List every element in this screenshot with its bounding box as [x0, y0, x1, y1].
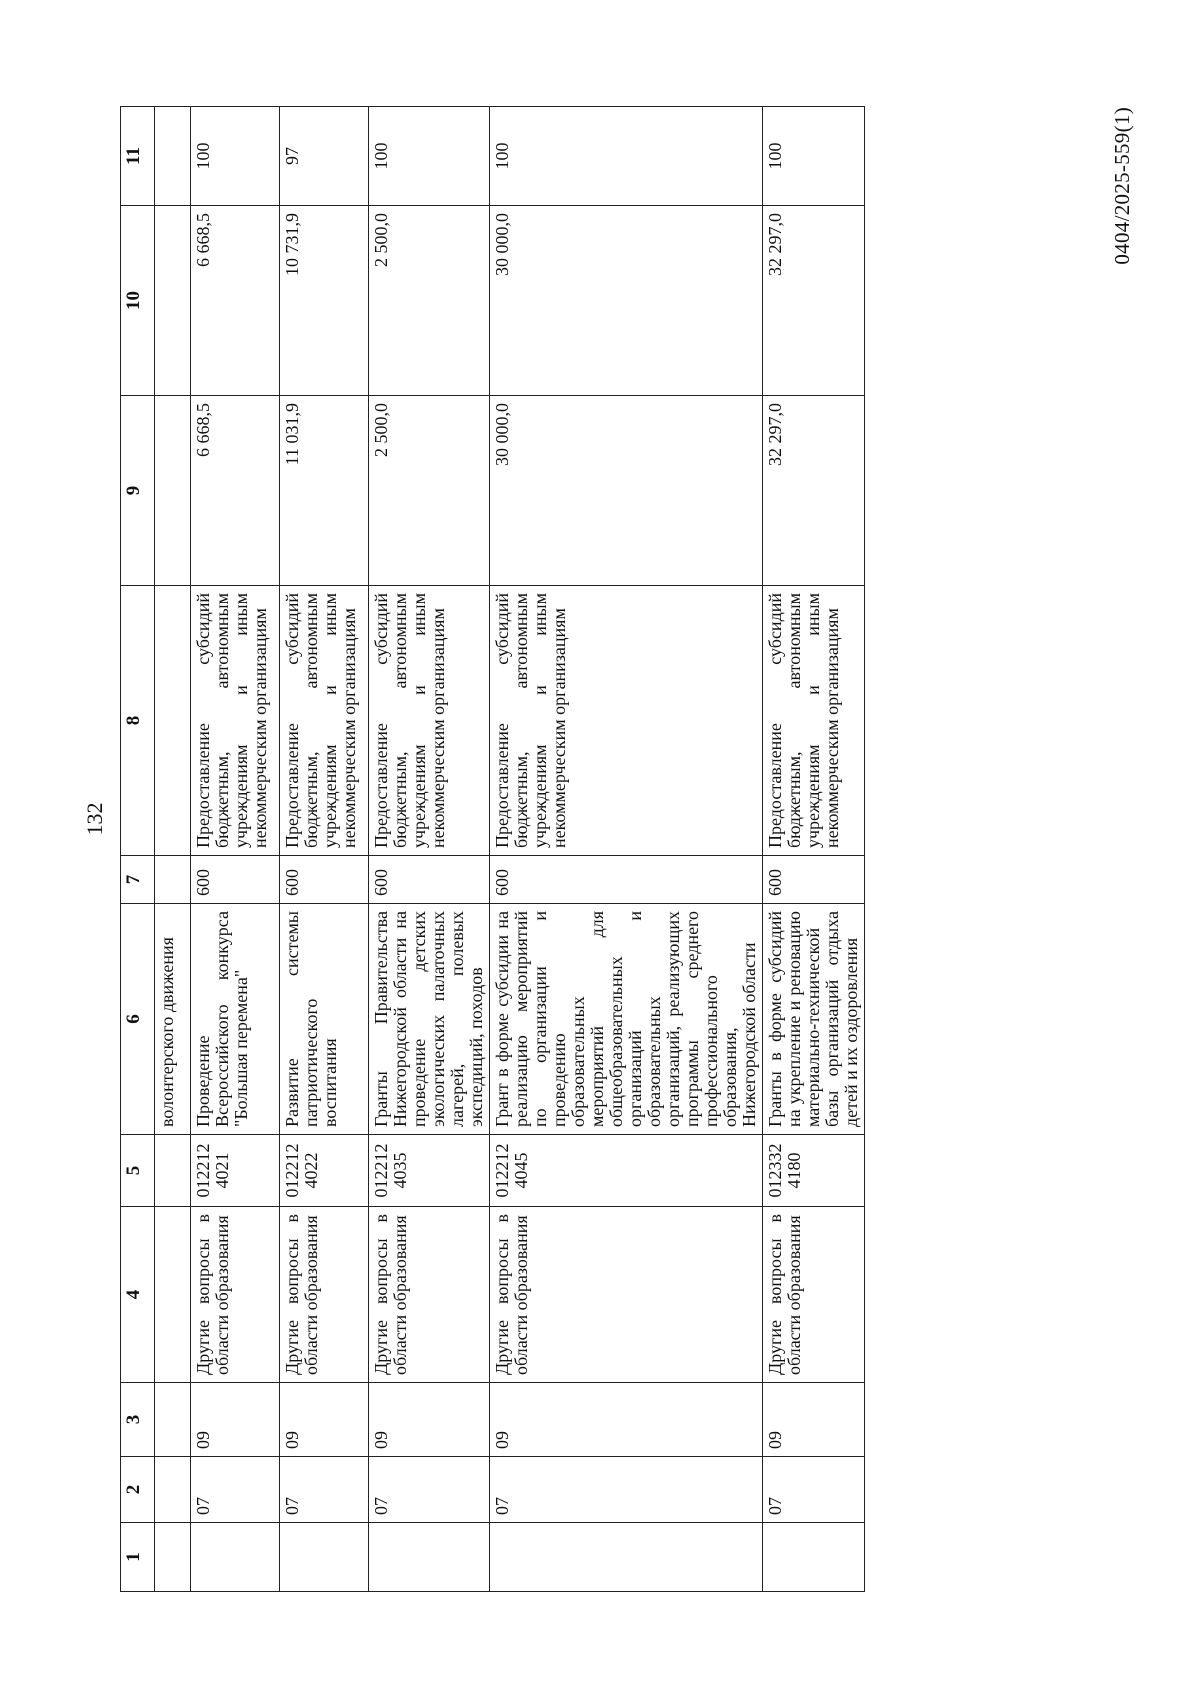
subsection-code: 09	[490, 1383, 763, 1457]
column-header: 10	[121, 206, 155, 396]
section-code: 07	[763, 1457, 865, 1523]
table-row	[369, 107, 490, 1592]
expense-type-name: Предоставление субсидий бюджетным, автономным учреждениям и иным некоммерческим организациям	[191, 586, 280, 856]
target-item-code: 012332 4180	[763, 1135, 865, 1207]
actual-amount: 2 500,0	[369, 206, 490, 396]
row-number	[191, 1523, 280, 1592]
column-header: 11	[121, 107, 155, 206]
row-number	[280, 1523, 369, 1592]
event-name: Гранты Правительства Нижегородской области на проведение детских экологических палаточных лагерей, полевых экспедиций, походов	[369, 904, 490, 1135]
column-header: 1	[121, 1523, 155, 1592]
event-name: Гранты в форме субсидий на укрепление и реновацию материально-технической базы организаций отдыха детей и их оздоровления	[763, 904, 865, 1135]
planned-amount: 11 031,9	[280, 396, 369, 586]
column-header: 4	[121, 1207, 155, 1383]
subsection-code: 09	[191, 1383, 280, 1457]
actual-amount: 32 297,0	[763, 206, 865, 396]
execution-percent: 100	[763, 107, 865, 206]
execution-percent: 97	[280, 107, 369, 206]
expense-type-code: 600	[763, 856, 865, 904]
target-item-code: 012212 4035	[369, 1135, 490, 1207]
expense-type-code: 600	[191, 856, 280, 904]
subsection-code: 09	[280, 1383, 369, 1457]
expense-type-code: 600	[490, 856, 763, 904]
planned-amount: 2 500,0	[369, 396, 490, 586]
column-header: 2	[121, 1457, 155, 1523]
row-number	[369, 1523, 490, 1592]
continuation-row	[155, 107, 191, 1592]
planned-amount: 30 000,0	[490, 396, 763, 586]
target-item-code: 012212 4021	[191, 1135, 280, 1207]
execution-percent: 100	[191, 107, 280, 206]
subsection-name: Другие вопросы в области образования	[280, 1207, 369, 1383]
expense-type-name: Предоставление субсидий бюджетным, автономным учреждениям и иным некоммерческим организациям	[280, 586, 369, 856]
row-number	[490, 1523, 763, 1592]
actual-amount: 10 731,9	[280, 206, 369, 396]
page-number: 132	[82, 802, 107, 836]
expense-type-name: Предоставление субсидий бюджетным, автономным учреждениям и иным некоммерческим организациям	[490, 586, 763, 856]
section-code: 07	[191, 1457, 280, 1523]
section-code: 07	[369, 1457, 490, 1523]
column-header: 7	[121, 856, 155, 904]
actual-amount: 6 668,5	[191, 206, 280, 396]
event-name: Развитие системы патриотического воспитания	[280, 904, 369, 1135]
column-header: 3	[121, 1383, 155, 1457]
column-header: 6	[121, 904, 155, 1135]
column-header: 5	[121, 1135, 155, 1207]
subsection-code: 09	[763, 1383, 865, 1457]
section-code: 07	[490, 1457, 763, 1523]
subsection-name: Другие вопросы в области образования	[763, 1207, 865, 1383]
subsection-name: Другие вопросы в области образования	[490, 1207, 763, 1383]
column-header: 8	[121, 586, 155, 856]
subsection-name: Другие вопросы в области образования	[369, 1207, 490, 1383]
target-item-code: 012212 4045	[490, 1135, 763, 1207]
planned-amount: 6 668,5	[191, 396, 280, 586]
execution-percent: 100	[369, 107, 490, 206]
expense-type-code: 600	[280, 856, 369, 904]
table-row	[280, 107, 369, 1592]
table-row	[490, 107, 763, 1592]
actual-amount: 30 000,0	[490, 206, 763, 396]
planned-amount: 32 297,0	[763, 396, 865, 586]
table-row	[191, 107, 280, 1592]
execution-percent: 100	[490, 107, 763, 206]
expense-type-name: Предоставление субсидий бюджетным, автономным учреждениям и иным некоммерческим организациям	[763, 586, 865, 856]
expense-type-code: 600	[369, 856, 490, 904]
expense-type-name: Предоставление субсидий бюджетным, автономным учреждениям и иным некоммерческим организациям	[369, 586, 490, 856]
document-code: 0404/2025-559(1)	[1110, 107, 1134, 265]
budget-table	[120, 106, 865, 1592]
event-name: Проведение Всероссийского конкурса "Большая перемена"	[191, 904, 280, 1135]
subsection-code: 09	[369, 1383, 490, 1457]
event-name: волонтерского движения	[155, 904, 191, 1135]
subsection-name: Другие вопросы в области образования	[191, 1207, 280, 1383]
row-number	[763, 1523, 865, 1592]
section-code: 07	[280, 1457, 369, 1523]
column-header-row	[121, 107, 155, 1592]
event-name: Грант в форме субсидии на реализацию мероприятий по организации и проведению образовательных мероприятий для общеобразовательных организаций и образовательных организаций, реализующих программы среднего профессионального образования, Нижегородской области	[490, 904, 763, 1135]
column-header: 9	[121, 396, 155, 586]
table-row	[763, 107, 865, 1592]
target-item-code: 012212 4022	[280, 1135, 369, 1207]
